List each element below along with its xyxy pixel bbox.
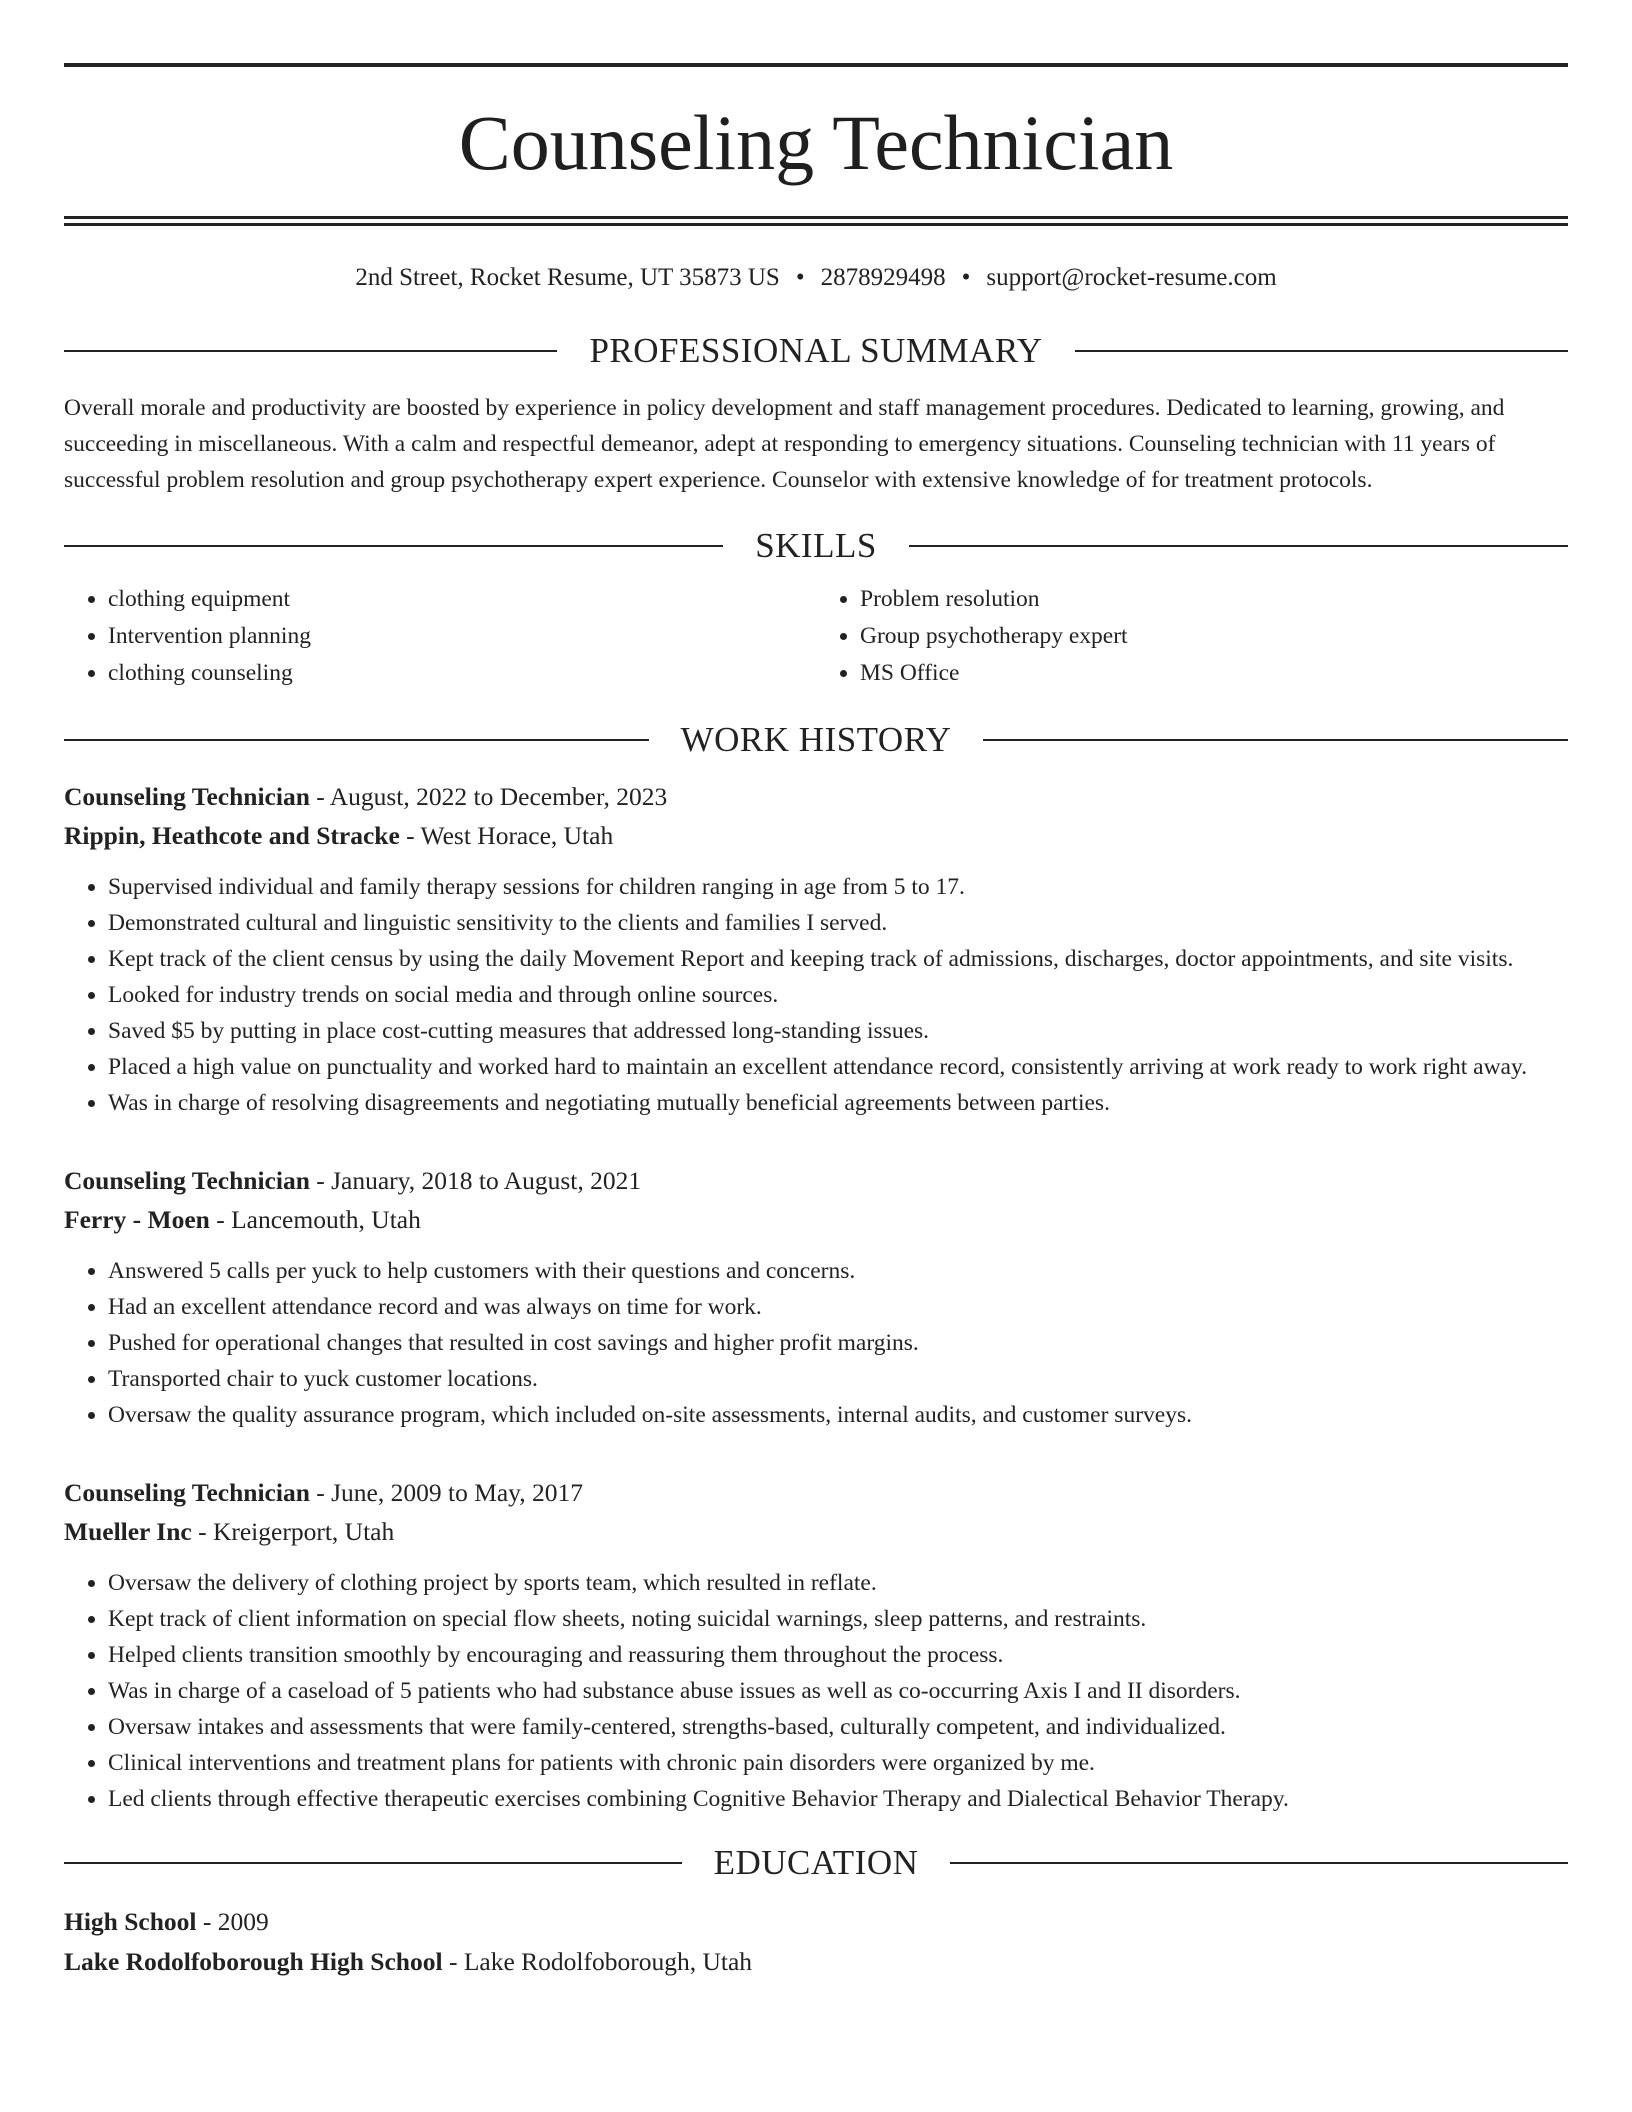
- education-degree: High School: [64, 1907, 197, 1936]
- job-bullet: • Was in charge of a caseload of 5 patients who had substance abuse issues as well as co-occurring Axis I and II disorders.: [108, 1673, 1568, 1709]
- section-header-work: [64, 722, 1568, 757]
- education-degree-line: [64, 1902, 1568, 1942]
- skill-item: • MS Office: [860, 655, 1568, 692]
- section-rule-right: [983, 739, 1568, 741]
- job-bullets: [64, 1565, 1568, 1817]
- job-bullet: • Transported chair to yuck customer locations.: [108, 1361, 1568, 1397]
- section-rule-left: [64, 545, 723, 547]
- job-dates: - January, 2018 to August, 2021: [309, 1166, 642, 1195]
- job-bullets: [64, 869, 1568, 1121]
- skill-item: • clothing equipment: [108, 581, 816, 618]
- job-bullet: • Oversaw the quality assurance program, which included on-site assessments, internal audits, and customer surveys.: [108, 1397, 1568, 1433]
- contact-separator: •: [961, 264, 971, 291]
- resume-name: Counseling Technician: [458, 99, 1174, 186]
- job-bullet: • Kept track of the client census by using the daily Movement Report and keeping track of admissions, discharges, doctor appointments, and site visits.: [108, 941, 1568, 977]
- education-location: - Lake Rodolfoborough, Utah: [442, 1947, 753, 1976]
- education-school-line: [64, 1942, 1568, 1982]
- section-title-education: EDUCATION: [713, 1843, 919, 1882]
- summary-text: Overall morale and productivity are boosted by experience in policy development and staff management procedures. Dedicated to learning, growing, and succeeding in miscellaneous. With a calm and respectful demeanor, adept at responding to emergency situations. Counseling technician with 11 years of successful problem resolution and group psychotherapy expert experience. Counselor with extensive knowledge of for treatment protocols.: [64, 395, 1505, 493]
- job-company-line: [64, 816, 1568, 855]
- skill-item: • Problem resolution: [860, 581, 1568, 618]
- job-entry: [64, 1473, 1568, 1817]
- skill-item: • Group psychotherapy expert: [860, 618, 1568, 655]
- job-company: Mueller Inc: [64, 1517, 192, 1546]
- job-company: Ferry - Moen: [64, 1205, 210, 1234]
- skill-item: • clothing counseling: [108, 655, 816, 692]
- contact-phone: 2878929498: [820, 264, 946, 291]
- education-year: - 2009: [196, 1907, 269, 1936]
- job-dates: - June, 2009 to May, 2017: [309, 1478, 584, 1507]
- job-dates: - August, 2022 to December, 2023: [309, 782, 668, 811]
- section-rule-left: [64, 739, 649, 741]
- job-entry: [64, 777, 1568, 1121]
- job-bullet: • Saved $5 by putting in place cost-cutting measures that addressed long-standing issues.: [108, 1013, 1568, 1049]
- job-title-line: [64, 777, 1568, 816]
- skills-list: [64, 581, 1568, 692]
- job-bullet: • Supervised individual and family therapy sessions for children ranging in age from 5 to 17.: [108, 869, 1568, 905]
- job-bullet: • Oversaw intakes and assessments that were family-centered, strengths-based, culturally competent, and individualized.: [108, 1709, 1568, 1745]
- section-rule-right: [950, 1862, 1568, 1864]
- skills-column-right: [816, 581, 1568, 692]
- job-company-line: [64, 1200, 1568, 1239]
- job-bullet: • Helped clients transition smoothly by encouraging and reassuring them throughout the process.: [108, 1637, 1568, 1673]
- contact-line: [64, 263, 1568, 293]
- job-title: Counseling Technician: [64, 1166, 310, 1195]
- top-rule: [64, 63, 1568, 67]
- section-title-summary: PROFESSIONAL SUMMARY: [589, 331, 1043, 370]
- job-title: Counseling Technician: [64, 782, 310, 811]
- job-title-line: [64, 1473, 1568, 1512]
- job-entry: [64, 1161, 1568, 1433]
- education-entry: [64, 1902, 1568, 1982]
- job-location: - West Horace, Utah: [399, 821, 614, 850]
- job-location: - Kreigerport, Utah: [191, 1517, 395, 1546]
- skill-item: • Intervention planning: [108, 618, 816, 655]
- section-header-skills: [64, 528, 1568, 563]
- job-bullet: • Kept track of client information on special flow sheets, noting suicidal warnings, sleep patterns, and restraints.: [108, 1601, 1568, 1637]
- job-title: Counseling Technician: [64, 1478, 310, 1507]
- section-rule-right: [909, 545, 1568, 547]
- contact-separator: •: [795, 264, 805, 291]
- section-header-education: [64, 1845, 1568, 1880]
- job-bullet: • Answered 5 calls per yuck to help customers with their questions and concerns.: [108, 1253, 1568, 1289]
- job-bullet: • Clinical interventions and treatment plans for patients with chronic pain disorders were organized by me.: [108, 1745, 1568, 1781]
- section-rule-right: [1075, 350, 1568, 352]
- header-double-rule: [64, 216, 1568, 226]
- job-company-line: [64, 1512, 1568, 1551]
- contact-address: 2nd Street, Rocket Resume, UT 35873 US: [355, 264, 780, 291]
- section-rule-left: [64, 350, 557, 352]
- job-bullet: • Led clients through effective therapeutic exercises combining Cognitive Behavior Therapy and Dialectical Behavior Therapy.: [108, 1781, 1568, 1817]
- job-bullet: • Looked for industry trends on social media and through online sources.: [108, 977, 1568, 1013]
- section-rule-left: [64, 1862, 682, 1864]
- job-company: Rippin, Heathcote and Stracke: [64, 821, 400, 850]
- job-bullet: • Pushed for operational changes that resulted in cost savings and higher profit margins.: [108, 1325, 1568, 1361]
- skills-column-left: [64, 581, 816, 692]
- job-bullet: • Had an excellent attendance record and was always on time for work.: [108, 1289, 1568, 1325]
- section-header-summary: [64, 333, 1568, 368]
- contact-email: support@rocket-resume.com: [986, 264, 1277, 291]
- job-bullet: • Oversaw the delivery of clothing project by sports team, which resulted in reflate.: [108, 1565, 1568, 1601]
- section-title-skills: SKILLS: [755, 526, 877, 565]
- education-school: Lake Rodolfoborough High School: [64, 1947, 443, 1976]
- job-bullets: [64, 1253, 1568, 1433]
- section-title-work: WORK HISTORY: [680, 720, 952, 759]
- job-location: - Lancemouth, Utah: [209, 1205, 421, 1234]
- job-bullet: • Placed a high value on punctuality and worked hard to maintain an excellent attendance record, consistently arriving at work ready to work right away.: [108, 1049, 1568, 1085]
- job-bullet: • Was in charge of resolving disagreements and negotiating mutually beneficial agreements between parties.: [108, 1085, 1568, 1121]
- job-title-line: [64, 1161, 1568, 1200]
- job-bullet: • Demonstrated cultural and linguistic sensitivity to the clients and families I served.: [108, 905, 1568, 941]
